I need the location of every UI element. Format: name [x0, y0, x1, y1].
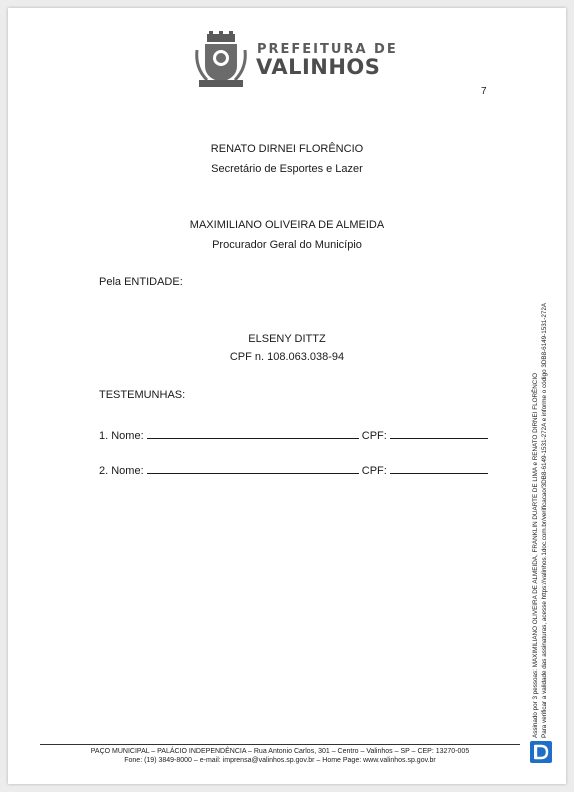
- witness-cpf-label: CPF:: [361, 430, 387, 442]
- witness-cpf-blank: [390, 428, 488, 439]
- signatory-role: Secretário de Esportes e Lazer: [211, 163, 363, 175]
- city-coat-of-arms-icon: [193, 30, 249, 90]
- witness-name-label: 1. Nome:: [99, 430, 144, 442]
- witness-name-blank: [147, 428, 359, 439]
- entity-label: Pela ENTIDADE:: [99, 276, 183, 288]
- witness-cpf-label: CPF:: [361, 465, 387, 477]
- logo-main-text: VALINHOS: [256, 55, 381, 79]
- logo-top-text: PREFEITURA DE: [257, 42, 398, 57]
- signatory-role: Procurador Geral do Município: [212, 239, 362, 251]
- footer-address: PAÇO MUNICIPAL – PALÁCIO INDEPENDÊNCIA – Rua Antonio Carlos, 301 – Centro – Valinhos – SP – CEP: 13270-005: [90, 748, 470, 755]
- witness-name-label: 2. Nome:: [99, 465, 144, 477]
- witness-row: [99, 428, 488, 442]
- signatory-name: RENATO DIRNEI FLORÊNCIO: [210, 143, 364, 155]
- page-number: 7: [481, 86, 487, 97]
- document-page: [8, 8, 566, 784]
- signature-note-line: Para verificar a validade das assinaturas, acesse https://valinhos.1doc.com.br/verificacao/3DB8-6149-1531-272A e informe o código 3DB8-6149-1531-272A: [541, 302, 548, 738]
- footer-divider: [40, 744, 520, 745]
- footer-contact: Fone: (19) 3849-8000 – e-mail: imprensa@valinhos.sp.gov.br – Home Page: www.valinhos.sp.gov.br: [124, 757, 436, 764]
- signature-note-line: Assinado por 3 pessoas: MAXIMILIANO OLIVEIRA DE ALMEIDA, FRANKLIN DUARTE DE LIMA e RENATO DIRNEI FLORÊNCIO: [532, 373, 539, 738]
- witnesses-label: TESTEMUNHAS:: [99, 389, 186, 401]
- prefeitura-logo: [193, 30, 398, 92]
- witness-cpf-blank: [390, 463, 488, 474]
- signatory-name: MAXIMILIANO OLIVEIRA DE ALMEIDA: [189, 219, 385, 231]
- entity-name: ELSENY DITTZ: [248, 333, 326, 345]
- witness-name-blank: [147, 463, 359, 474]
- witness-row: [99, 463, 488, 477]
- entity-cpf: CPF n. 108.063.038-94: [229, 351, 345, 363]
- 1doc-logo-icon[interactable]: [530, 741, 552, 763]
- signature-verification-note: [531, 258, 549, 738]
